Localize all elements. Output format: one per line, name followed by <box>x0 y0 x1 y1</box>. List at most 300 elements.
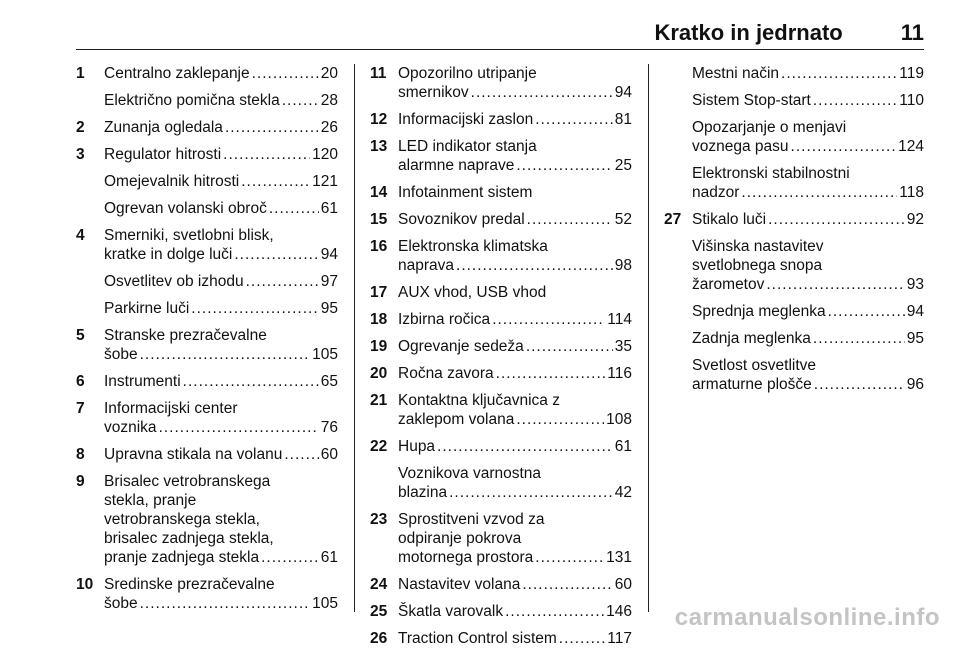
entry-page-number[interactable]: 35 <box>614 338 632 355</box>
index-column-3 <box>664 64 924 402</box>
index-entry[interactable] <box>664 164 924 202</box>
entry-text: voznega pasu <box>692 138 789 155</box>
entry-body <box>398 110 632 129</box>
dot-leader <box>535 110 613 129</box>
entry-text: armaturne plošče <box>692 376 812 393</box>
index-entry[interactable] <box>76 91 338 110</box>
entry-number: 16 <box>370 238 388 255</box>
entry-last-line <box>398 337 632 356</box>
dot-leader <box>246 272 319 291</box>
entry-page-number[interactable]: 108 <box>606 411 632 428</box>
entry-last-line <box>104 64 338 83</box>
entry-text: Informacijski center <box>104 400 238 417</box>
entry-number <box>76 91 104 110</box>
entry-number <box>76 172 104 191</box>
index-entry[interactable] <box>370 64 632 102</box>
entry-text: svetlobnega snopa <box>692 257 823 274</box>
entry-number: 25 <box>370 603 388 620</box>
entry-last-line <box>692 91 924 110</box>
entry-page-number[interactable]: 110 <box>899 92 924 109</box>
index-entry[interactable] <box>76 64 338 83</box>
dot-leader <box>516 410 604 429</box>
entry-text: pranje zadnjega stekla <box>104 549 260 566</box>
entry-text: vetrobranskega stekla, <box>104 511 260 528</box>
entry-text: Informacijski zaslon <box>398 111 534 128</box>
entry-last-line <box>398 83 632 102</box>
entry-last-line <box>104 372 338 391</box>
entry-text: Svetlost osvetlitve <box>692 357 817 374</box>
entry-text: Škatla varovalk <box>398 603 504 620</box>
column-divider <box>354 64 355 612</box>
entry-last-line <box>398 183 632 202</box>
entry-text: naprava <box>398 257 455 274</box>
entry-page-number[interactable]: 52 <box>614 211 632 228</box>
entry-text: Instrumenti <box>104 373 181 390</box>
entry-text: Sprednja meglenka <box>692 303 826 320</box>
entry-body <box>398 183 632 202</box>
entry-number: 15 <box>370 211 388 228</box>
entry-body <box>398 629 632 648</box>
entry-text: Stikalo luči <box>692 211 767 228</box>
entry-text: Ogrevan volanski obroč <box>104 200 267 217</box>
index-entry[interactable] <box>664 64 924 83</box>
entry-text: Sredinske prezračevalne <box>104 576 275 593</box>
dot-leader <box>252 64 319 83</box>
entry-body <box>104 472 338 567</box>
entry-last-line <box>104 145 338 164</box>
entry-page-number[interactable]: 131 <box>606 549 632 566</box>
index-entry[interactable] <box>76 145 338 164</box>
index-entry[interactable] <box>370 602 632 621</box>
entry-text: Električno pomična stekla <box>104 92 280 109</box>
entry-body <box>104 226 338 264</box>
entry-text: Sistem Stop-start <box>692 92 811 109</box>
entry-page-number[interactable]: 121 <box>312 173 338 190</box>
entry-text: Hupa <box>398 438 436 455</box>
index-entry[interactable] <box>370 137 632 175</box>
entry-page-number[interactable]: 61 <box>320 549 338 566</box>
entry-number: 2 <box>76 119 85 136</box>
entry-text: Parkirne luči <box>104 300 190 317</box>
entry-body <box>104 64 338 83</box>
entry-page-number[interactable]: 124 <box>898 138 924 155</box>
entry-text: Traction Control sistem <box>398 630 557 647</box>
entry-page-number[interactable]: 26 <box>320 119 338 136</box>
entry-last-line <box>104 345 338 364</box>
dot-leader <box>516 156 612 175</box>
dot-leader <box>492 310 605 329</box>
entry-body <box>398 210 632 229</box>
entry-text: voznika <box>104 419 157 436</box>
entry-last-line <box>692 302 924 321</box>
page-header <box>76 22 924 50</box>
entry-number: 7 <box>76 400 85 417</box>
entry-number: 10 <box>76 576 94 593</box>
entry-page-number[interactable]: 28 <box>320 92 338 109</box>
entry-last-line <box>104 172 338 191</box>
entry-number <box>664 237 692 294</box>
entry-last-line <box>398 437 632 456</box>
entry-page-number[interactable]: 146 <box>606 603 632 620</box>
entry-last-line <box>692 183 924 202</box>
entry-last-line <box>692 275 924 294</box>
entry-body <box>398 464 632 502</box>
entry-body <box>398 575 632 594</box>
index-entry[interactable] <box>370 364 632 383</box>
entry-text: Nastavitev volana <box>398 576 521 593</box>
entry-body <box>398 391 632 429</box>
entry-last-line <box>398 483 632 502</box>
entry-number: 18 <box>370 311 388 328</box>
entry-text: motornega prostora <box>398 549 534 566</box>
entry-text: stekla, pranje <box>104 492 197 509</box>
dot-leader <box>535 548 604 567</box>
entry-page-number[interactable]: 97 <box>320 273 338 290</box>
index-entry[interactable] <box>370 183 632 202</box>
entry-body <box>104 399 338 437</box>
entry-body <box>398 283 632 302</box>
entry-text: Kontaktna ključavnica z <box>398 392 560 409</box>
entry-last-line <box>398 364 632 383</box>
entry-text: Infotainment sistem <box>398 184 533 201</box>
entry-number: 22 <box>370 438 388 455</box>
index-entry[interactable] <box>370 237 632 275</box>
entry-number <box>664 64 692 83</box>
entry-body <box>104 172 338 191</box>
entry-body <box>692 91 924 110</box>
entry-body <box>398 310 632 329</box>
entry-text: Regulator hitrosti <box>104 146 222 163</box>
entry-page-number[interactable]: 94 <box>614 84 632 101</box>
dot-leader <box>183 372 319 391</box>
index-column-1 <box>76 64 338 621</box>
entry-text: Izbirna ročica <box>398 311 491 328</box>
entry-number: 21 <box>370 392 388 409</box>
entry-page-number[interactable]: 94 <box>906 303 924 320</box>
entry-text: alarmne naprave <box>398 157 515 174</box>
entry-last-line <box>104 272 338 291</box>
dot-leader <box>471 83 613 102</box>
entry-number: 24 <box>370 576 388 593</box>
entry-text: Brisalec vetrobranskega <box>104 473 271 490</box>
entry-page-number[interactable]: 120 <box>312 146 338 163</box>
dot-leader <box>526 337 613 356</box>
entry-body <box>398 602 632 621</box>
entry-body <box>104 372 338 391</box>
index-entry[interactable] <box>664 91 924 110</box>
index-entry[interactable] <box>76 326 338 364</box>
entry-last-line <box>398 629 632 648</box>
index-entry[interactable] <box>76 472 338 567</box>
entry-page-number[interactable]: 94 <box>320 246 338 263</box>
index-entry[interactable] <box>76 172 338 191</box>
index-entry[interactable] <box>370 337 632 356</box>
entry-text: žarometov <box>692 276 765 293</box>
entry-last-line <box>104 199 338 218</box>
index-entry[interactable] <box>76 226 338 264</box>
index-entry[interactable] <box>664 237 924 294</box>
column-divider <box>648 64 649 612</box>
dot-leader <box>781 64 897 83</box>
entry-page-number[interactable]: 61 <box>320 200 338 217</box>
entry-last-line <box>398 310 632 329</box>
entry-page-number[interactable]: 25 <box>614 157 632 174</box>
entry-number: 1 <box>76 65 85 82</box>
entry-page-number[interactable]: 60 <box>614 576 632 593</box>
entry-text: LED indikator stanja <box>398 138 537 155</box>
entry-last-line <box>104 245 338 264</box>
entry-text: Zunanja ogledala <box>104 119 223 136</box>
entry-page-number[interactable]: 65 <box>320 373 338 390</box>
dot-leader <box>223 145 310 164</box>
index-entry[interactable] <box>76 575 338 613</box>
index-entry[interactable] <box>76 399 338 437</box>
dot-leader <box>814 375 905 394</box>
entry-last-line <box>104 594 338 613</box>
entry-text: Centralno zaklepanje <box>104 65 250 82</box>
entry-page-number[interactable]: 105 <box>312 346 338 363</box>
entry-number <box>76 272 104 291</box>
entry-page-number[interactable]: 61 <box>614 438 632 455</box>
entry-last-line <box>398 156 632 175</box>
entry-last-line <box>398 575 632 594</box>
index-entry[interactable] <box>664 118 924 156</box>
entry-last-line <box>398 210 632 229</box>
dot-leader <box>813 91 897 110</box>
entry-text: Opozorilno utripanje <box>398 65 537 82</box>
index-entry[interactable] <box>370 629 632 648</box>
entry-text: Mestni način <box>692 65 780 82</box>
index-column-2 <box>370 64 632 656</box>
entry-body <box>692 164 924 202</box>
index-entry[interactable] <box>76 272 338 291</box>
entry-last-line <box>104 548 338 567</box>
entry-text: Ogrevanje sedeža <box>398 338 524 355</box>
entry-last-line <box>104 299 338 318</box>
entry-page-number[interactable]: 116 <box>607 365 632 382</box>
entry-page-number[interactable]: 98 <box>614 257 632 274</box>
entry-body <box>398 64 632 102</box>
entry-text: AUX vhod, USB vhod <box>398 284 547 301</box>
entry-page-number[interactable]: 114 <box>607 311 632 328</box>
dot-leader <box>437 437 613 456</box>
dot-leader <box>505 602 604 621</box>
index-entry[interactable] <box>76 118 338 137</box>
entry-body <box>692 329 924 348</box>
entry-number: 23 <box>370 511 388 528</box>
entry-body <box>398 337 632 356</box>
entry-number <box>664 329 692 348</box>
entry-number <box>664 356 692 394</box>
dot-leader <box>828 302 905 321</box>
dot-leader <box>559 629 606 648</box>
entry-text: Osvetlitev ob izhodu <box>104 273 244 290</box>
dot-leader <box>191 299 318 318</box>
entry-text: Ročna zavora <box>398 365 494 382</box>
dot-leader <box>261 548 319 567</box>
entry-last-line <box>104 118 338 137</box>
entry-page-number[interactable]: 60 <box>320 446 338 463</box>
entry-page-number[interactable]: 118 <box>899 184 924 201</box>
entry-number <box>664 118 692 156</box>
entry-page-number[interactable]: 76 <box>320 419 338 436</box>
dot-leader <box>140 345 311 364</box>
entry-text: smernikov <box>398 84 469 101</box>
index-entry[interactable] <box>370 575 632 594</box>
entry-last-line <box>692 137 924 156</box>
entry-page-number[interactable]: 42 <box>614 484 632 501</box>
entry-text: Omejevalnik hitrosti <box>104 173 240 190</box>
watermark: carmanualsonline.info <box>674 604 940 631</box>
entry-page-number[interactable]: 95 <box>320 300 338 317</box>
dot-leader <box>527 210 613 229</box>
dot-leader <box>140 594 311 613</box>
entry-page-number[interactable]: 20 <box>320 65 338 82</box>
entry-body <box>104 445 338 464</box>
dot-leader <box>741 183 897 202</box>
entry-text: šobe <box>104 346 138 363</box>
entry-page-number[interactable]: 117 <box>607 630 632 647</box>
entry-last-line <box>398 283 632 302</box>
entry-body <box>398 510 632 567</box>
entry-number: 26 <box>370 630 388 647</box>
entry-body <box>692 64 924 83</box>
entry-text: Voznikova varnostna <box>398 465 542 482</box>
dot-leader <box>241 172 310 191</box>
entry-body <box>104 118 338 137</box>
entry-number: 27 <box>664 211 682 228</box>
entry-body <box>104 326 338 364</box>
entry-body <box>104 299 338 318</box>
index-entry[interactable] <box>370 464 632 502</box>
entry-number: 20 <box>370 365 388 382</box>
entry-text: blazina <box>398 484 448 501</box>
entry-last-line <box>104 91 338 110</box>
entry-body <box>104 272 338 291</box>
entry-text: Elektronska klimatska <box>398 238 548 255</box>
dot-leader <box>496 364 606 383</box>
entry-body <box>398 437 632 456</box>
entry-last-line <box>398 110 632 129</box>
entry-number: 4 <box>76 227 85 244</box>
entry-page-number[interactable]: 105 <box>312 595 338 612</box>
entry-body <box>104 199 338 218</box>
entry-text: kratke in dolge luči <box>104 246 233 263</box>
entry-page-number[interactable]: 93 <box>906 276 924 293</box>
entry-number: 9 <box>76 473 85 490</box>
dot-leader <box>813 329 905 348</box>
entry-number <box>664 302 692 321</box>
entry-body <box>398 364 632 383</box>
entry-text: Upravna stikala na volanu <box>104 446 283 463</box>
index-entry[interactable] <box>370 510 632 567</box>
entry-number: 11 <box>370 65 387 82</box>
entry-page-number[interactable]: 95 <box>906 330 924 347</box>
entry-body <box>692 356 924 394</box>
entry-number: 17 <box>370 284 388 301</box>
index-entry[interactable] <box>76 199 338 218</box>
entry-text: Elektronski stabilnostni <box>692 165 850 182</box>
entry-text: Sovoznikov predal <box>398 211 525 228</box>
entry-body <box>692 237 924 294</box>
entry-number <box>664 164 692 202</box>
page-title: Kratko in jedrnato <box>654 20 843 45</box>
entry-number: 3 <box>76 146 85 163</box>
entry-text: odpiranje pokrova <box>398 530 522 547</box>
entry-last-line <box>398 410 632 429</box>
entry-last-line <box>398 256 632 275</box>
entry-page-number[interactable]: 92 <box>906 211 924 228</box>
entry-number <box>76 199 104 218</box>
entry-number: 5 <box>76 327 85 344</box>
entry-text: Smerniki, svetlobni blisk, <box>104 227 274 244</box>
dot-leader <box>284 445 318 464</box>
dot-leader <box>768 210 905 229</box>
entry-text: Zadnja meglenka <box>692 330 811 347</box>
entry-last-line <box>692 375 924 394</box>
entry-last-line <box>104 445 338 464</box>
index-entry[interactable] <box>76 445 338 464</box>
entry-text: brisalec zadnjega stekla, <box>104 530 274 547</box>
index-entry[interactable] <box>664 302 924 321</box>
index-entry[interactable] <box>370 437 632 456</box>
dot-leader <box>449 483 613 502</box>
index-entry[interactable] <box>76 372 338 391</box>
index-entry[interactable] <box>370 210 632 229</box>
entry-number: 8 <box>76 446 85 463</box>
entry-page-number[interactable]: 119 <box>899 65 924 82</box>
index-entry[interactable] <box>370 283 632 302</box>
index-entry[interactable] <box>76 299 338 318</box>
entry-last-line <box>692 210 924 229</box>
entry-body <box>692 118 924 156</box>
page-number: 11 <box>900 20 924 45</box>
index-entry[interactable] <box>370 310 632 329</box>
index-entry[interactable] <box>664 210 924 229</box>
dot-leader <box>225 118 319 137</box>
entry-text: Opozarjanje o menjavi <box>692 119 847 136</box>
entry-text: zaklepom volana <box>398 411 515 428</box>
entry-body <box>104 575 338 613</box>
entry-body <box>398 237 632 275</box>
index-entry[interactable] <box>664 356 924 394</box>
entry-page-number[interactable]: 81 <box>614 111 632 128</box>
index-entry[interactable] <box>664 329 924 348</box>
entry-last-line <box>398 548 632 567</box>
entry-number <box>664 91 692 110</box>
entry-number: 12 <box>370 111 388 128</box>
dot-leader <box>766 275 904 294</box>
index-entry[interactable] <box>370 391 632 429</box>
entry-last-line <box>692 64 924 83</box>
entry-number <box>76 299 104 318</box>
entry-last-line <box>398 602 632 621</box>
entry-last-line <box>692 329 924 348</box>
dot-leader <box>456 256 613 275</box>
entry-text: šobe <box>104 595 138 612</box>
entry-body <box>692 210 924 229</box>
dot-leader <box>269 199 319 218</box>
entry-body <box>692 302 924 321</box>
entry-text: Sprostitveni vzvod za <box>398 511 545 528</box>
entry-page-number[interactable]: 96 <box>906 376 924 393</box>
dot-leader <box>791 137 897 156</box>
entry-last-line <box>104 418 338 437</box>
index-entry[interactable] <box>370 110 632 129</box>
entry-number: 14 <box>370 184 388 201</box>
dot-leader <box>282 91 319 110</box>
entry-body <box>104 91 338 110</box>
